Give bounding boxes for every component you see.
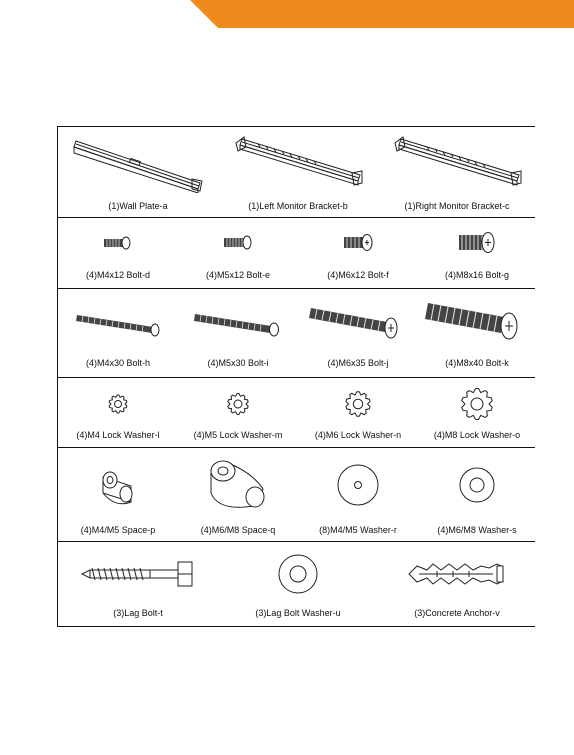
part-label: (4)M5 Lock Washer-m: [193, 430, 283, 440]
part-label: (3)Lag Bolt Washer-u: [255, 608, 341, 618]
part-label: (4)M4 Lock Washer-l: [76, 430, 160, 440]
spacer-icon: [93, 460, 143, 510]
parts-row-spacers: [58, 448, 535, 542]
long-bolt-icon: [303, 298, 413, 348]
parts-row-lock-washers: [58, 378, 535, 448]
lock-washer-hole: [353, 399, 363, 409]
washer-icon: [273, 549, 323, 599]
header-banner: [190, 0, 574, 28]
part-cell-lock-washer-m: [178, 378, 298, 447]
washer-icon: [333, 460, 383, 510]
part-label: (4)M4x12 Bolt-d: [85, 270, 151, 280]
part-cell-concrete-anchor: [378, 542, 536, 628]
spacer-icon: [203, 453, 273, 517]
washer-icon: [452, 460, 502, 510]
bolt-icon: [88, 228, 148, 258]
parts-table: [57, 126, 535, 627]
part-label: (4)M6 Lock Washer-n: [314, 430, 402, 440]
part-cell-bolt-e: [178, 218, 298, 288]
part-cell-left-bracket: [218, 127, 378, 217]
part-label: (4)M8x16 Bolt-g: [444, 270, 510, 280]
part-label: (4)M4/M5 Space-p: [80, 525, 156, 535]
part-label: (4)M8x40 Bolt-k: [445, 358, 509, 368]
part-label: (4)M6x12 Bolt-f: [327, 270, 389, 280]
part-cell-lock-washer-n: [298, 378, 418, 447]
lock-washer-icon: [223, 389, 253, 419]
part-cell-bolt-g: [418, 218, 536, 288]
part-cell-washer-s: [418, 448, 536, 541]
parts-row-plates: [58, 127, 535, 218]
lock-washer-icon: [457, 384, 497, 424]
lock-washer-hole: [234, 400, 242, 408]
part-label: (4)M6/M8 Washer-s: [437, 525, 517, 535]
part-label: (3)Lag Bolt-t: [113, 608, 163, 618]
part-cell-spacer-p: [58, 448, 178, 541]
part-cell-wall-plate: [58, 127, 218, 217]
part-label: (1)Wall Plate-a: [108, 201, 168, 211]
lag-bolt-icon: [68, 554, 208, 594]
part-cell-lag-bolt: [58, 542, 218, 628]
long-bolt-icon: [63, 303, 173, 343]
lock-washer-hole: [115, 401, 122, 408]
bolt-icon: [447, 228, 507, 258]
part-cell-lag-bolt-washer: [218, 542, 378, 628]
long-bolt-icon: [422, 295, 532, 351]
concrete-anchor-icon: [397, 554, 517, 594]
parts-row-long-bolts: [58, 289, 535, 378]
part-cell-lock-washer-o: [418, 378, 536, 447]
part-label: (4)M5x12 Bolt-e: [205, 270, 271, 280]
wall-plate-icon: [68, 133, 208, 193]
parts-row-short-bolts: [58, 218, 535, 289]
part-label: (1)Right Monitor Bracket-c: [404, 201, 510, 211]
part-label: (1)Left Monitor Bracket-b: [248, 201, 348, 211]
part-cell-bolt-j: [298, 289, 418, 377]
parts-row-anchors: [58, 542, 535, 628]
part-cell-bolt-d: [58, 218, 178, 288]
part-cell-bolt-h: [58, 289, 178, 377]
part-label: (4)M6x35 Bolt-j: [327, 358, 389, 368]
part-label: (4)M4x30 Bolt-h: [85, 358, 151, 368]
part-label: (4)M6/M8 Space-q: [200, 525, 276, 535]
lock-washer-icon: [341, 387, 375, 421]
long-bolt-icon: [183, 303, 293, 343]
part-cell-bolt-f: [298, 218, 418, 288]
left-bracket-icon: [228, 133, 368, 193]
part-label: (4)M5x30 Bolt-i: [207, 358, 269, 368]
part-label: (4)M8 Lock Washer-o: [433, 430, 521, 440]
bolt-icon: [208, 228, 268, 258]
part-cell-bolt-k: [418, 289, 536, 377]
part-cell-washer-r: [298, 448, 418, 541]
bolt-icon: [328, 228, 388, 258]
lock-washer-icon: [103, 389, 133, 419]
part-label: (8)M4/M5 Washer-r: [319, 525, 397, 535]
lock-washer-hole: [471, 398, 483, 410]
right-bracket-icon: [387, 133, 527, 193]
part-cell-right-bracket: [378, 127, 536, 217]
part-cell-bolt-i: [178, 289, 298, 377]
part-cell-spacer-q: [178, 448, 298, 541]
part-label: (3)Concrete Anchor-v: [414, 608, 500, 618]
part-cell-lock-washer-l: [58, 378, 178, 447]
